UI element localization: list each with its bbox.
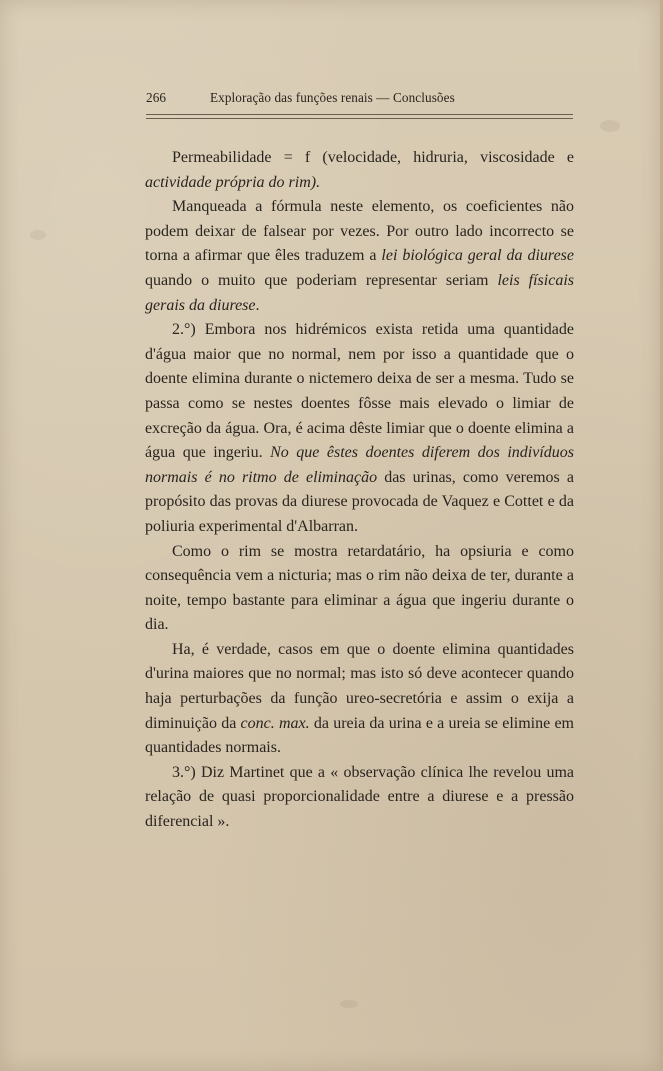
paragraph [145, 638, 574, 761]
running-title: Exploração das funções renais — Conclusões [210, 90, 455, 105]
running-header [146, 88, 581, 108]
text-span: das urinas, como veremos a propósito das provas da diurese provocada de Vaquez e Cottet e da poliuria experimental d'Albarran. [145, 468, 575, 535]
italic-span: No que êstes doentes diferem dos indivíduos normais é no ritmo de eliminação [145, 444, 575, 486]
text-span: quando o muito que poderiam representar seriam [145, 271, 498, 289]
italic-span: leis físicais gerais da diurese [145, 271, 574, 314]
text-span: Ha, é verdade, casos em que o doente elimina quantidades d'urina maiores que no normal; mas isto só deve acontecer quando haja perturbações da função ureo-secretória e assim o exija a diminuição da [145, 640, 574, 732]
text-span: da ureia da urina e a ureia se elimine em quantidades normais. [145, 714, 575, 757]
paragraph [145, 540, 574, 638]
text-span: 2.°) Embora nos hidrémicos exista retida uma quantidade d'água maior que no normal, nem por isso a quantidade que o doente elimina durante o nictemero deixa de ser a mesma. Tudo se passa como se nestes doentes fôsse mais elevado o limiar de excreção da água. Ora, é acima dêste limiar que o doente elimina a água que ingeriu. [145, 321, 574, 462]
paragraph [145, 761, 574, 835]
body-text [145, 146, 574, 835]
italic-span: lei biológica geral da diurese [381, 247, 574, 265]
italic-span: conc. max. [240, 714, 310, 732]
paper-stain [600, 120, 620, 132]
paragraph [145, 146, 574, 195]
paragraph [145, 318, 574, 539]
italic-span: actividade própria do rim). [145, 173, 321, 191]
header-rule-top [146, 114, 573, 115]
text-span: . [255, 296, 260, 314]
text-span: Manqueada a fórmula neste elemento, os coeficientes não podem deixar de falsear por vezes. Por outro lado incorrecto se torna a afirmar que êles traduzem a [145, 198, 574, 265]
paper-stain [30, 230, 46, 240]
text-span: Como o rim se mostra retardatário, ha opsiuria e como consequência vem a nicturia; mas o rim não deixa de ter, durante a noite, tempo bastante para eliminar a água que ingeriu durante o dia. [145, 542, 574, 634]
text-span: 3.°) Diz Martinet que a « observação clínica lhe revelou uma relação de quasi proporcionalidade entre a diurese e a pressão diferencial ». [145, 763, 574, 831]
paragraph [145, 195, 574, 318]
page-number: 266 [146, 90, 167, 105]
paper-stain [340, 1000, 358, 1008]
text-span: Permeabilidade = f (velocidade, hidruria, viscosidade e [172, 149, 574, 166]
header-rule-bottom [146, 118, 573, 119]
